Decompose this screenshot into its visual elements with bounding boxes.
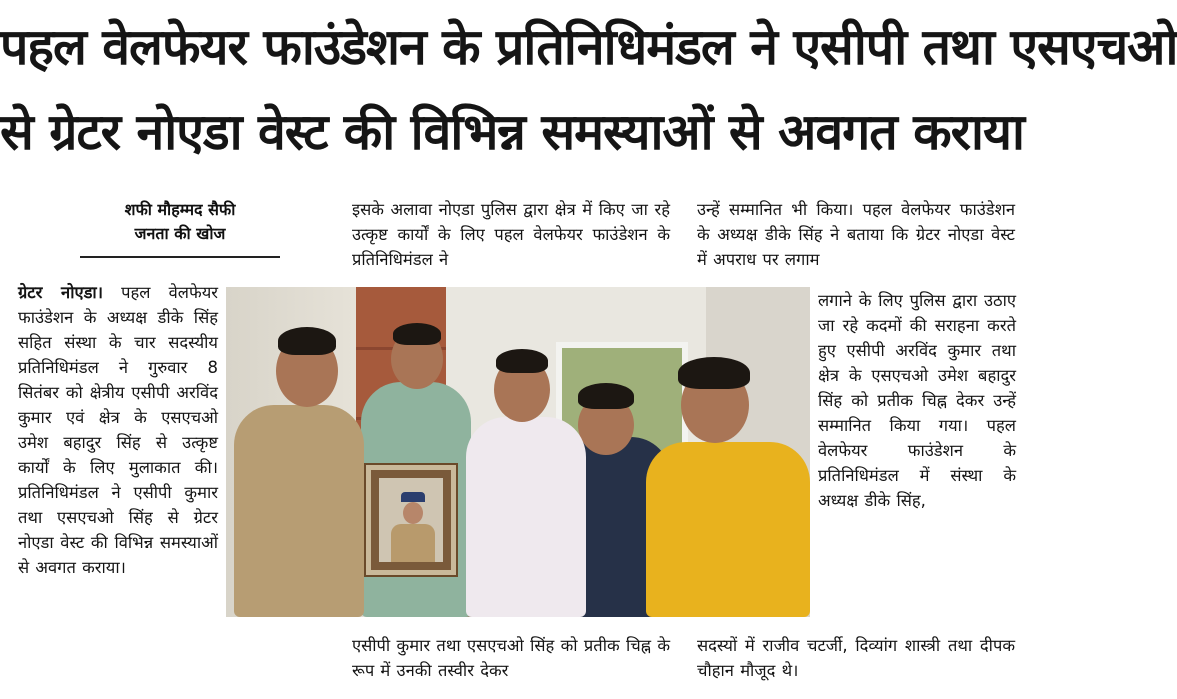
- article-column-3-right: लगाने के लिए पुलिस द्वारा उठाए जा रहे कदमों की सराहना करते हुए एसीपी अरविंद कुमार तथा क्षेत्र के एसएचओ उमेश बहादुर सिंह को प्रतीक चिह्न देकर उन्हें सम्मानित किया गया। पहल वेलफेयर फाउंडेशन के प्रतिनिधिमंडल में संस्था के अध्यक्ष डीके सिंह,: [818, 291, 1016, 510]
- article-column-3-top: उन्हें सम्मानित भी किया। पहल वेलफेयर फाउंडेशन के अध्यक्ष डीके सिंह ने बताया कि ग्रेटर नोएडा वेस्ट में अपराध पर लगाम: [697, 200, 1015, 269]
- headline-line-1: पहल वेलफेयर फाउंडेशन के प्रतिनिधिमंडल ने एसीपी तथा एसएचओ: [0, 18, 1177, 76]
- column-1-text: पहल वेलफेयर फाउंडेशन के अध्यक्ष डीके सिंह सहित संस्था के चार सदस्यीय प्रतिनिधिमंडल ने गुरुवार 8 सितंबर को क्षेत्रीय एसीपी अरविंद कुमार एवं क्षेत्र के एसएचओ उमेश बहादुर सिंह से उत्कृष्ट कार्यों के लिए मुलाकात की।प्रतिनिधिमंडल ने एसीपी कुमार तथा एसएचओ सिंह से ग्रेटर नोएडा वेस्ट की विभिन्न समस्याओं से अवगत कराया।: [18, 283, 219, 577]
- framed-portrait: [366, 465, 456, 575]
- byline-author: शफी मौहम्मद सैफी: [124, 200, 236, 219]
- article-column-2-bottom: एसीपी कुमार तथा एसएचओ सिंह को प्रतीक चिह्न के रूप में उनकी तस्वीर देकर: [352, 636, 670, 680]
- headline-line-2: से ग्रेटर नोएडा वेस्ट की विभिन्न समस्याओं से अवगत कराया: [0, 103, 1024, 161]
- dateline: ग्रेटर नोएडा।: [18, 283, 103, 302]
- article-column-3-bottom: सदस्यों में राजीव चटर्जी, दिव्यांग शास्त्री तथा दीपक चौहान मौजूद थे।: [697, 636, 1015, 680]
- photo-person: [466, 417, 586, 617]
- article-column-2-top: इसके अलावा नोएडा पुलिस द्वारा क्षेत्र में किए जा रहे उत्कृष्ट कार्यों के लिए पहल वेलफेयर फाउंडेशन के प्रतिनिधिमंडल ने: [352, 200, 670, 269]
- photo-person-police-officer: [234, 405, 364, 617]
- byline-divider: [80, 256, 280, 258]
- photo-person: [646, 442, 810, 617]
- article-column-1: [18, 280, 218, 580]
- news-photo: [226, 287, 810, 617]
- byline-publication: जनता की खोज: [134, 224, 226, 243]
